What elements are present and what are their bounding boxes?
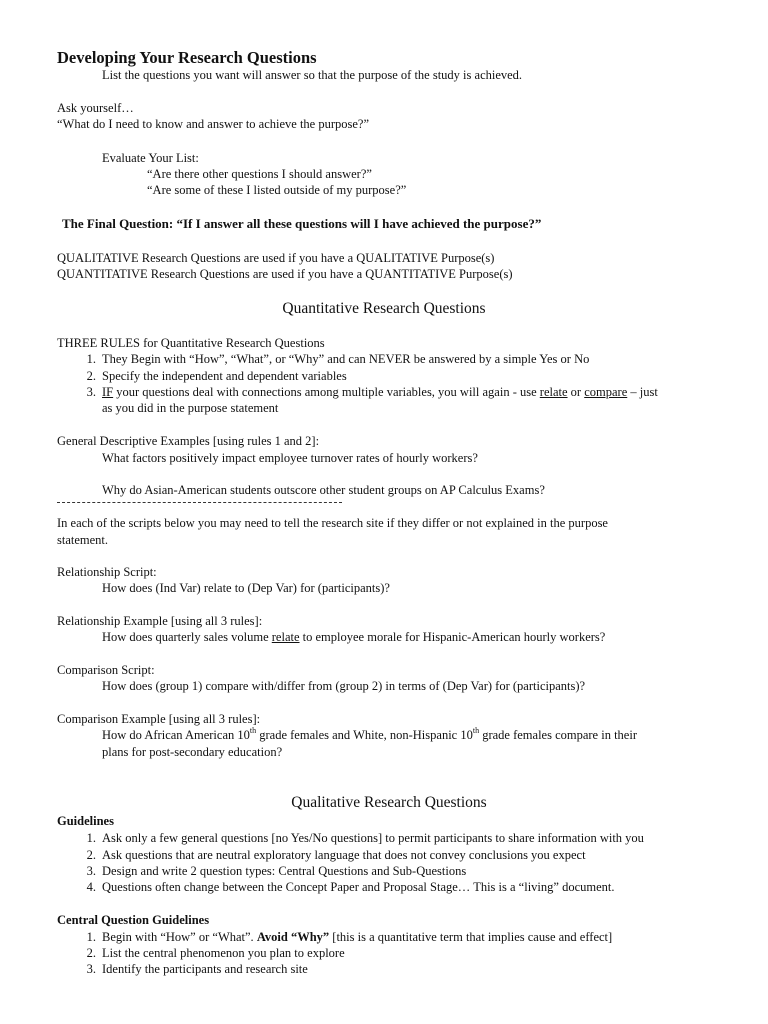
example-text-part: How does quarterly sales volume [102, 630, 272, 644]
relate-term: relate [271, 630, 300, 644]
comparison-example-continued: plans for post-secondary education? [102, 745, 283, 759]
comparison-script: How does (group 1) compare with/differ from (group 2) in terms of (Dep Var) for (participants)? [102, 679, 586, 693]
avoid-why-emphasis: Avoid “Why” [256, 930, 330, 944]
guideline-number: 2. [86, 946, 96, 960]
guideline-number: 2. [86, 848, 96, 862]
comparison-example-label: Comparison Example [using all 3 rules]: [57, 712, 261, 726]
quantitative-usage-line: QUANTITATIVE Research Questions are used if you have a QUANTITATIVE Purpose(s) [57, 267, 513, 281]
relationship-script: How does (Ind Var) relate to (Dep Var) for (participants)? [102, 581, 390, 595]
rule-text: Specify the independent and dependent variables [102, 369, 347, 383]
guideline-text: Ask only a few general questions [no Yes/No questions] to permit participants to share information with you [102, 831, 644, 845]
general-example: What factors positively impact employee turnover rates of hourly workers? [102, 451, 478, 465]
guideline-number: 3. [86, 864, 96, 878]
comparison-script-label: Comparison Script: [57, 663, 155, 677]
qualitative-heading: Qualitative Research Questions [291, 794, 487, 811]
evaluate-item: “Are some of these I listed outside of my purpose?” [147, 183, 407, 197]
document-title: Developing Your Research Questions [57, 48, 317, 67]
evaluate-label: Evaluate Your List: [102, 151, 199, 165]
ask-yourself-label: Ask yourself… [57, 101, 134, 115]
example-text-part: grade females and White, non-Hispanic 10 [256, 728, 473, 742]
quantitative-heading: Quantitative Research Questions [282, 300, 486, 317]
rule-text-continued: as you did in the purpose statement [102, 401, 279, 415]
guideline-text [102, 929, 612, 945]
example-text-part: How do African American 10 [102, 728, 250, 742]
rule-text [102, 384, 658, 400]
scripts-note: In each of the scripts below you may need to tell the research site if they differ or not explained in the purpose [57, 516, 608, 530]
guideline-text: Ask questions that are neutral exploratory language that does not convey conclusions you expect [102, 848, 586, 862]
guideline-number: 4. [86, 880, 96, 894]
guideline-text: Design and write 2 question types: Central Questions and Sub-Questions [102, 864, 467, 878]
guideline-number: 3. [86, 962, 96, 976]
if-emphasis: IF [102, 385, 114, 399]
guideline-number: 1. [86, 831, 96, 845]
guideline-text: Identify the participants and research site [102, 962, 308, 976]
intro-text: List the questions you want will answer so that the purpose of the study is achieved. [102, 68, 523, 82]
example-text-part: to employee morale for Hispanic-American hourly workers? [299, 630, 606, 644]
rule-number: 1. [86, 352, 96, 366]
compare-term: compare [584, 385, 628, 399]
rule-number: 3. [86, 385, 96, 399]
relationship-example-label: Relationship Example [using all 3 rules]: [57, 614, 263, 628]
superscript: th [249, 725, 257, 735]
example-text-part: grade females compare in their [479, 728, 637, 742]
rule-text-part: – just [627, 385, 658, 399]
general-examples-label: General Descriptive Examples [using rules 1 and 2]: [57, 434, 320, 448]
guideline-text-part: Begin with “How” or “What”. [102, 930, 257, 944]
guideline-text-part: [this is a quantitative term that implies cause and effect] [329, 930, 613, 944]
rule-text: They Begin with “How”, “What”, or “Why” and can NEVER be answered by a simple Yes or No [102, 352, 590, 366]
guideline-text: Questions often change between the Concept Paper and Proposal Stage… This is a “living” document. [102, 880, 615, 894]
relationship-script-label: Relationship Script: [57, 565, 157, 579]
guidelines-label: Guidelines [57, 814, 114, 828]
scripts-note-continued: statement. [57, 533, 109, 547]
rule-text-part: or [567, 385, 585, 399]
relate-term: relate [539, 385, 568, 399]
relationship-example [102, 629, 605, 645]
rules-label: THREE RULES for Quantitative Research Questions [57, 336, 325, 350]
guideline-number: 1. [86, 930, 96, 944]
qualitative-usage-line: QUALITATIVE Research Questions are used if you have a QUALITATIVE Purpose(s) [57, 251, 495, 265]
ask-question: “What do I need to know and answer to achieve the purpose?” [57, 117, 370, 131]
superscript: th [472, 725, 480, 735]
dashed-divider [57, 502, 342, 503]
rule-number: 2. [86, 369, 96, 383]
general-example: Why do Asian-American students outscore other student groups on AP Calculus Exams? [102, 483, 545, 497]
rule-text-part: your questions deal with connections among multiple variables, you will again - use [113, 385, 540, 399]
evaluate-item: “Are there other questions I should answer?” [147, 167, 372, 181]
central-guidelines-label: Central Question Guidelines [57, 913, 210, 927]
final-question: The Final Question: “If I answer all these questions will I have achieved the purpose?” [62, 216, 542, 231]
comparison-example [102, 727, 637, 743]
guideline-text: List the central phenomenon you plan to explore [102, 946, 345, 960]
